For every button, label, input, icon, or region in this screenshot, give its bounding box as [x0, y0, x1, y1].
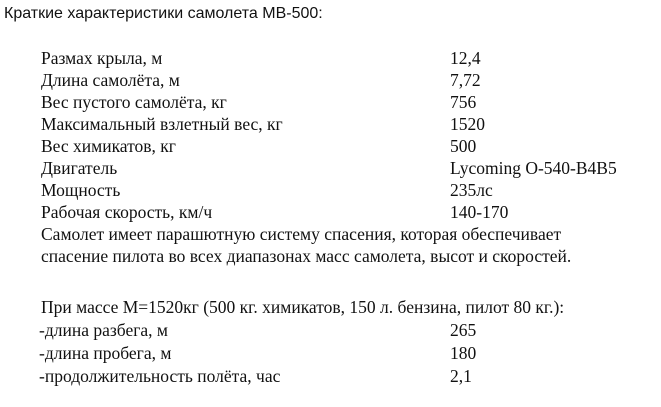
- spec-label: Рабочая скорость, км/ч: [41, 202, 213, 222]
- perf-row-takeoff-run: [41, 319, 651, 342]
- spec-row-chemicals-weight: [41, 135, 651, 157]
- spec-value: 500: [450, 136, 477, 156]
- perf-label: -длина разбега, м: [39, 320, 168, 340]
- spec-label: Максимальный взлетный вес, кг: [41, 114, 283, 134]
- performance-heading: При массе М=1520кг (500 кг. химикатов, 150 л. бензина, пилот 80 кг.):: [41, 297, 565, 317]
- spec-label: Размах крыла, м: [41, 48, 163, 68]
- perf-value: 180: [450, 343, 477, 363]
- spec-row-empty-weight: [41, 91, 651, 113]
- document-title: Краткие характеристики самолета МВ-500:: [4, 5, 323, 22]
- spec-row-length: [41, 69, 651, 91]
- spec-row-working-speed: [41, 201, 651, 223]
- spec-value: 7,72: [450, 70, 481, 90]
- parachute-paragraph-line-2: спасение пилота во всех диапазонах масс самолета, высот и скоростей.: [41, 246, 572, 266]
- spec-value: 12,4: [450, 48, 481, 68]
- spec-label: Вес химикатов, кг: [41, 136, 176, 156]
- spec-label: Вес пустого самолёта, кг: [41, 92, 227, 112]
- specs-section: [41, 47, 651, 267]
- perf-label: -продолжительность полёта, час: [39, 366, 281, 386]
- performance-section: [41, 295, 651, 388]
- spec-value: 756: [450, 92, 477, 112]
- spec-row-wingspan: [41, 47, 651, 69]
- spec-row-engine: [41, 157, 651, 179]
- perf-value: 2,1: [450, 366, 472, 386]
- spec-label: Длина самолёта, м: [41, 70, 180, 90]
- perf-row-landing-run: [41, 342, 651, 365]
- spec-value: 1520: [450, 114, 485, 134]
- spec-value: Lycoming O-540-B4B5: [450, 158, 617, 178]
- spec-row-power: [41, 179, 651, 201]
- spec-value: 140-170: [450, 202, 509, 222]
- spec-label: Двигатель: [41, 158, 118, 178]
- spec-row-max-takeoff-weight: [41, 113, 651, 135]
- spec-label: Мощность: [41, 180, 121, 200]
- perf-value: 265: [450, 320, 477, 340]
- spec-value: 235лс: [450, 180, 493, 200]
- perf-label: -длина пробега, м: [39, 343, 172, 363]
- parachute-paragraph-line-1: Самолет имеет парашютную систему спасения, которая обеспечивает: [41, 224, 562, 244]
- perf-row-flight-duration: [41, 365, 651, 388]
